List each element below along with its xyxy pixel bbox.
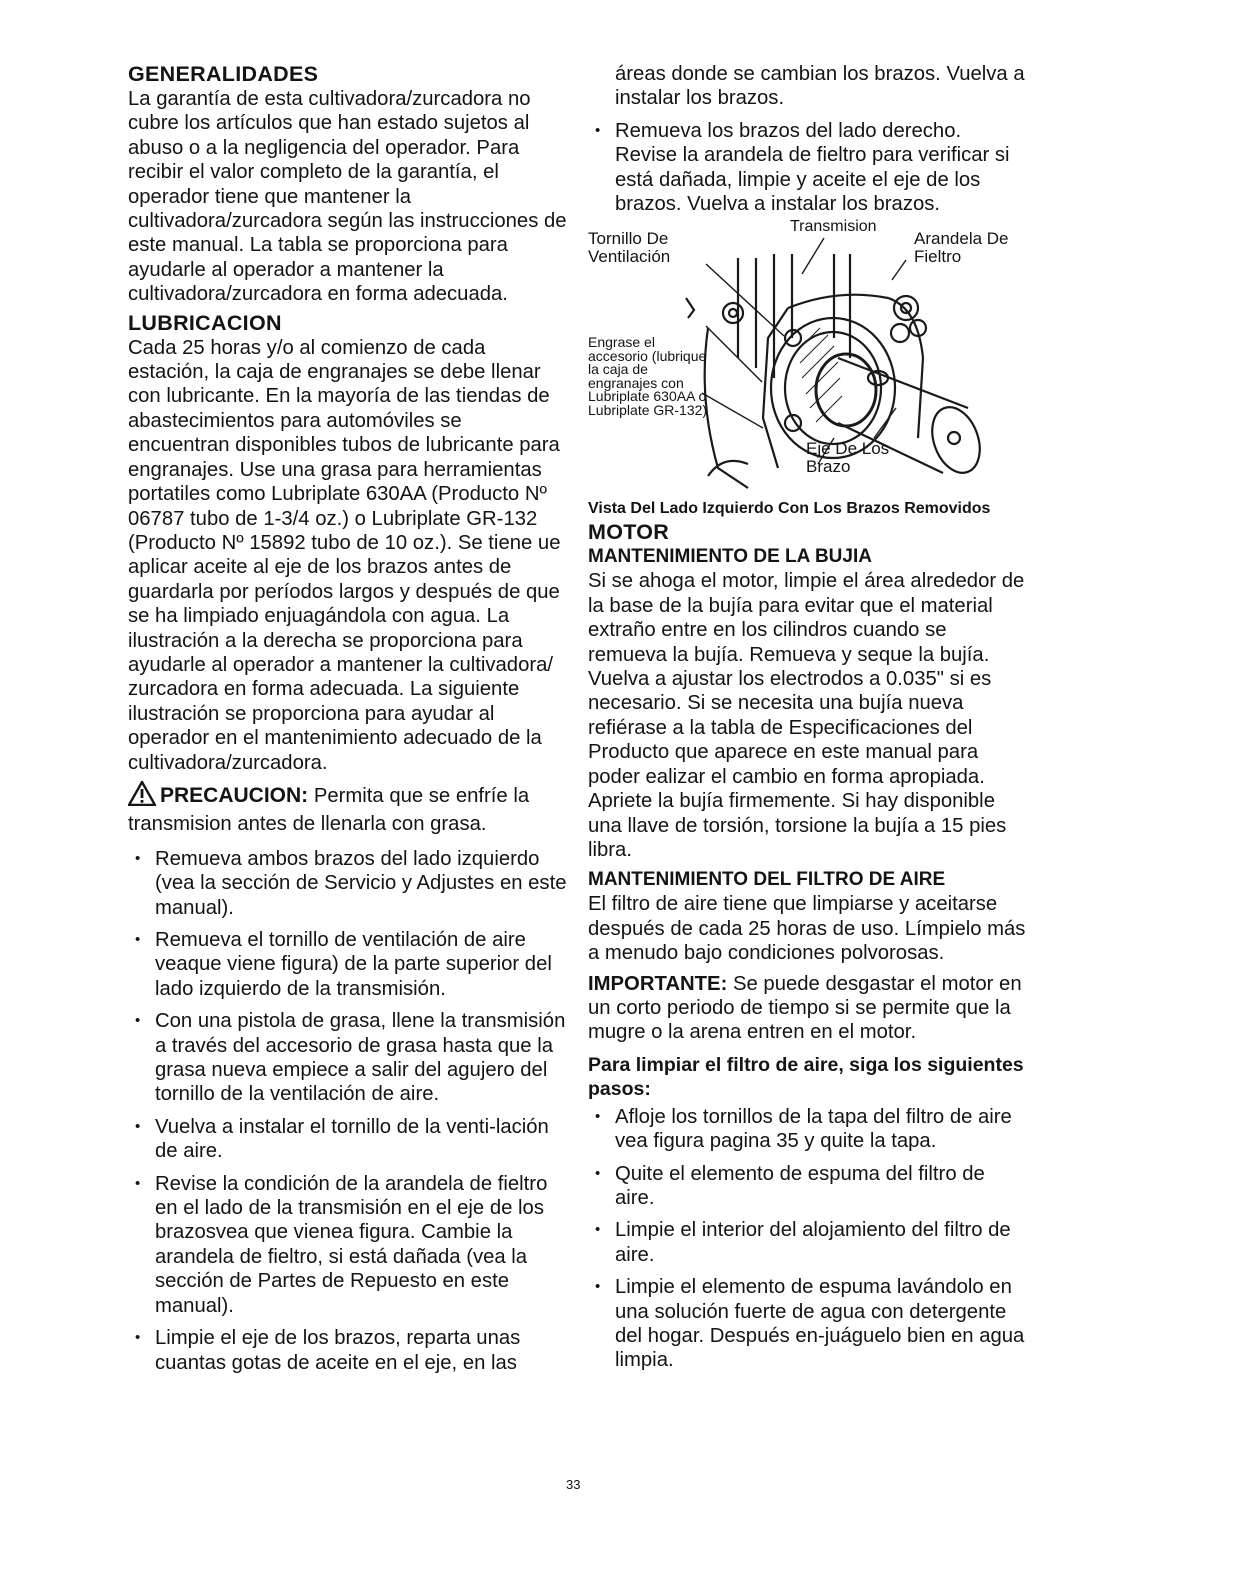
importante-label: IMPORTANTE: (588, 972, 728, 995)
page-number: 33 (566, 1477, 581, 1492)
engrase-label: Engrase el accesorio (lubrique la caja de engranajes con Lubriplate 630AA o Lubriplate GR-132) (588, 334, 708, 418)
list-item: • Remueva el tornillo de ventilación de aire veaque viene figura) de la parte superior del lado izquierdo de la transmisión. (128, 928, 568, 1001)
figure-caption: Vista Del Lado Izquierdo Con Los Brazos Removidos (588, 500, 991, 518)
importante-paragraph (588, 972, 1028, 1045)
lubrication-steps-list (128, 847, 568, 1375)
pasos-heading: Para limpiar el filtro de aire, siga los siguientes pasos: (588, 1053, 1024, 1100)
list-item: • Limpie el elemento de espuma lavándolo en una solución fuerte de agua con detergente del hogar. Después en-juáguelo bien en agua limpia. (588, 1275, 1028, 1373)
list-item: • Remueva los brazos del lado derecho. Revise la arandela de fieltro para verificar si está dañada, limpie y aceite el eje de los brazos. Vuelva a instalar los brazos. (588, 119, 1028, 217)
list-item: • Limpie el interior del alojamiento del filtro de aire. (588, 1218, 1028, 1267)
generalidades-paragraph: La garantía de esta cultivadora/zurcadora no cubre los artículos que han estado sujetos al abuso o a la negligencia del operador. Para recibir el valor completo de la garantía, el operador tiene que mantener la cultivadora/zurcadora según las instrucciones de este manual. La tabla se proporciona para ayudarle al operador a mantener la cultivadora/zurcadora en forma adecuada. (128, 88, 567, 306)
lubricacion-heading: LUBRICACION (128, 310, 282, 335)
warning-triangle-icon (128, 781, 156, 812)
precaucion-label: PRECAUCION: (160, 783, 309, 807)
filtro-paragraph: El filtro de aire tiene que limpiarse y aceitarse después de cada 25 horas de uso. Límpielo más a menudo bajo condiciones polvorosas. (588, 893, 1026, 965)
transmision-label: Transmision (790, 218, 877, 236)
importante-text: Se puede desgastar el motor en un corto periodo de tiempo si se permite que la mugre o la arena entren en el motor. (588, 972, 1022, 1044)
precaucion-note (128, 781, 568, 837)
list-item: • Afloje los tornillos de la tapa del filtro de aire vea figura pagina 35 y quite la tapa. (588, 1105, 1028, 1154)
list-item: • Revise la condición de la arandela de fieltro en el lado de la transmisión en el eje de los brazosvea que vienea figura. Cambie la arandela de fieltro, si está dañada (vea la sección de Partes de Repuesto en este manual). (128, 1172, 568, 1318)
motor-heading: MOTOR (588, 520, 670, 545)
precaucion-text: Permita que se enfríe la transmision antes de llenarla con grasa. (128, 784, 530, 836)
right-steps-list (588, 119, 1028, 217)
generalidades-heading: GENERALIDADES (128, 62, 319, 86)
filtro-heading: MANTENIMIENTO DEL FILTRO DE AIRE (588, 869, 946, 891)
filter-steps-list (588, 1105, 1028, 1373)
right-column (588, 62, 1028, 1381)
list-item: • Vuelva a instalar el tornillo de la venti-lación de aire. (128, 1115, 568, 1164)
list-item: • Con una pistola de grasa, llene la transmisión a través del accesorio de grasa hasta que la grasa nueva empiece a salir del agujero del tornillo de la ventilación de aire. (128, 1009, 568, 1107)
lubricacion-paragraph: Cada 25 horas y/o al comienzo de cada estación, la caja de engranajes se debe llenar con lubricante. En la mayoría de las tiendas de abastecimientos para automóviles se encuentran disponibles tubos de lubricante para engranajes. Use una grasa para herramientas portatiles como Lubriplate 630AA (Producto Nº 06787 tubo de 1-3/4 oz.) o Lubriplate GR-132 (Producto Nº 15892 tubo de 10 oz.). Se tiene ue aplicar aceite al eje de los brazos antes de guardarla por períodos largos y después de que se ha limpiado enjuagándola con agua. La ilustración a la derecha se proporciona para ayudarle al operador a mantener la cultivadora/ zurcadora en forma adecuada. La siguiente ilustración se proporciona para ayudar al operador en el mantenimiento adecuado de la cultivadora/zurcadora. (128, 336, 561, 774)
list-item: • Remueva ambos brazos del lado izquierdo (vea la sección de Servicio y Adjustes en este manual). (128, 847, 568, 920)
bujia-heading: MANTENIMIENTO DE LA BUJIA (588, 546, 872, 568)
list-item: • Limpie el eje de los brazos, reparta unas cuantas gotas de aceite en el eje, en las (128, 1326, 568, 1375)
bujia-paragraph: Si se ahoga el motor, limpie el área alrededor de la base de la bujía para evitar que el material extraño entre en los cilindros cuando se remueva la bujía. Remueva y seque la bujía. Vuelva a ajustar los electrodos a 0.035" si es necesario. Si se necesita una bujía nueva refiérase a la tabla de Especificaciones del Producto que aparece en este manual para poder ealizar el cambio en forma apropiada. Apriete la bujía firmemente. Si hay disponible una llave de torsión, torsione la bujía a 15 pies libra. (588, 570, 1025, 861)
eje-label: Eje De Los Brazo (806, 439, 890, 477)
transmission-figure (588, 218, 1028, 500)
left-column (128, 62, 568, 1383)
arandela-label: Arandela De Fieltro (914, 229, 1009, 267)
tornillo-label: Tornillo De Ventilación (588, 229, 671, 267)
continued-paragraph: áreas donde se cambian los brazos. Vuelva a instalar los brazos. (615, 63, 1025, 110)
list-item: • Quite el elemento de espuma del filtro de aire. (588, 1162, 1028, 1211)
